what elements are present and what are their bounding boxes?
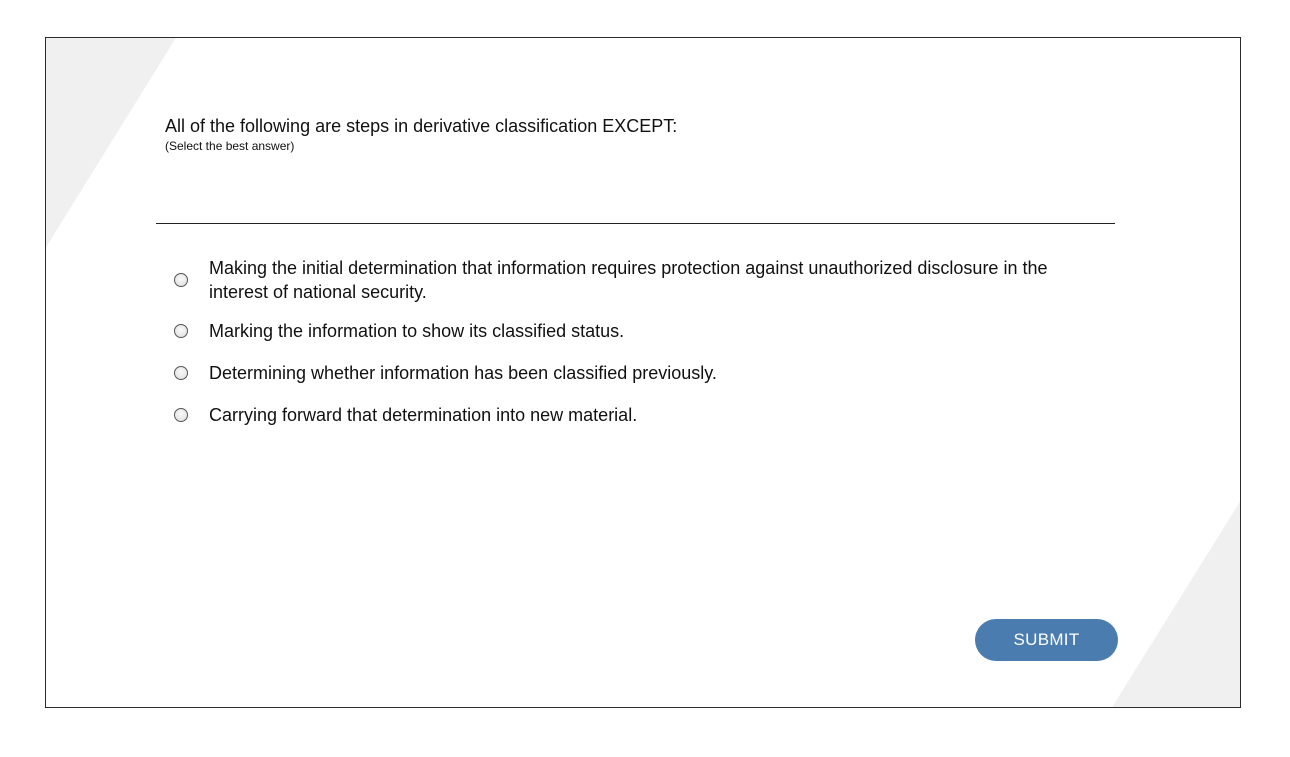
answer-option-label: Making the initial determination that information requires protection against unauthorized disclosure in the interest of national security.: [209, 258, 1048, 302]
answer-instruction: (Select the best answer): [165, 139, 295, 153]
answer-option-label: Marking the information to show its classified status.: [209, 321, 625, 341]
answer-option-3[interactable]: [174, 361, 1074, 385]
answer-option-1[interactable]: [174, 256, 1074, 304]
answer-option-4[interactable]: [174, 403, 1074, 427]
answer-option-label: Carrying forward that determination into new material.: [209, 405, 638, 425]
submit-button[interactable]: SUBMIT: [975, 619, 1118, 661]
question-text: All of the following are steps in derivative classification EXCEPT:: [165, 116, 678, 136]
corner-decoration-bottom-right: [1112, 502, 1240, 707]
radio-button[interactable]: [174, 324, 188, 338]
answer-option-label: Determining whether information has been classified previously.: [209, 363, 717, 383]
quiz-slide: [45, 37, 1241, 708]
radio-button[interactable]: [174, 273, 188, 287]
answer-options: [174, 256, 1074, 445]
radio-button[interactable]: [174, 366, 188, 380]
corner-decoration-top-left: [46, 38, 176, 247]
radio-button[interactable]: [174, 408, 188, 422]
divider: [156, 223, 1115, 224]
answer-option-2[interactable]: [174, 319, 1074, 343]
